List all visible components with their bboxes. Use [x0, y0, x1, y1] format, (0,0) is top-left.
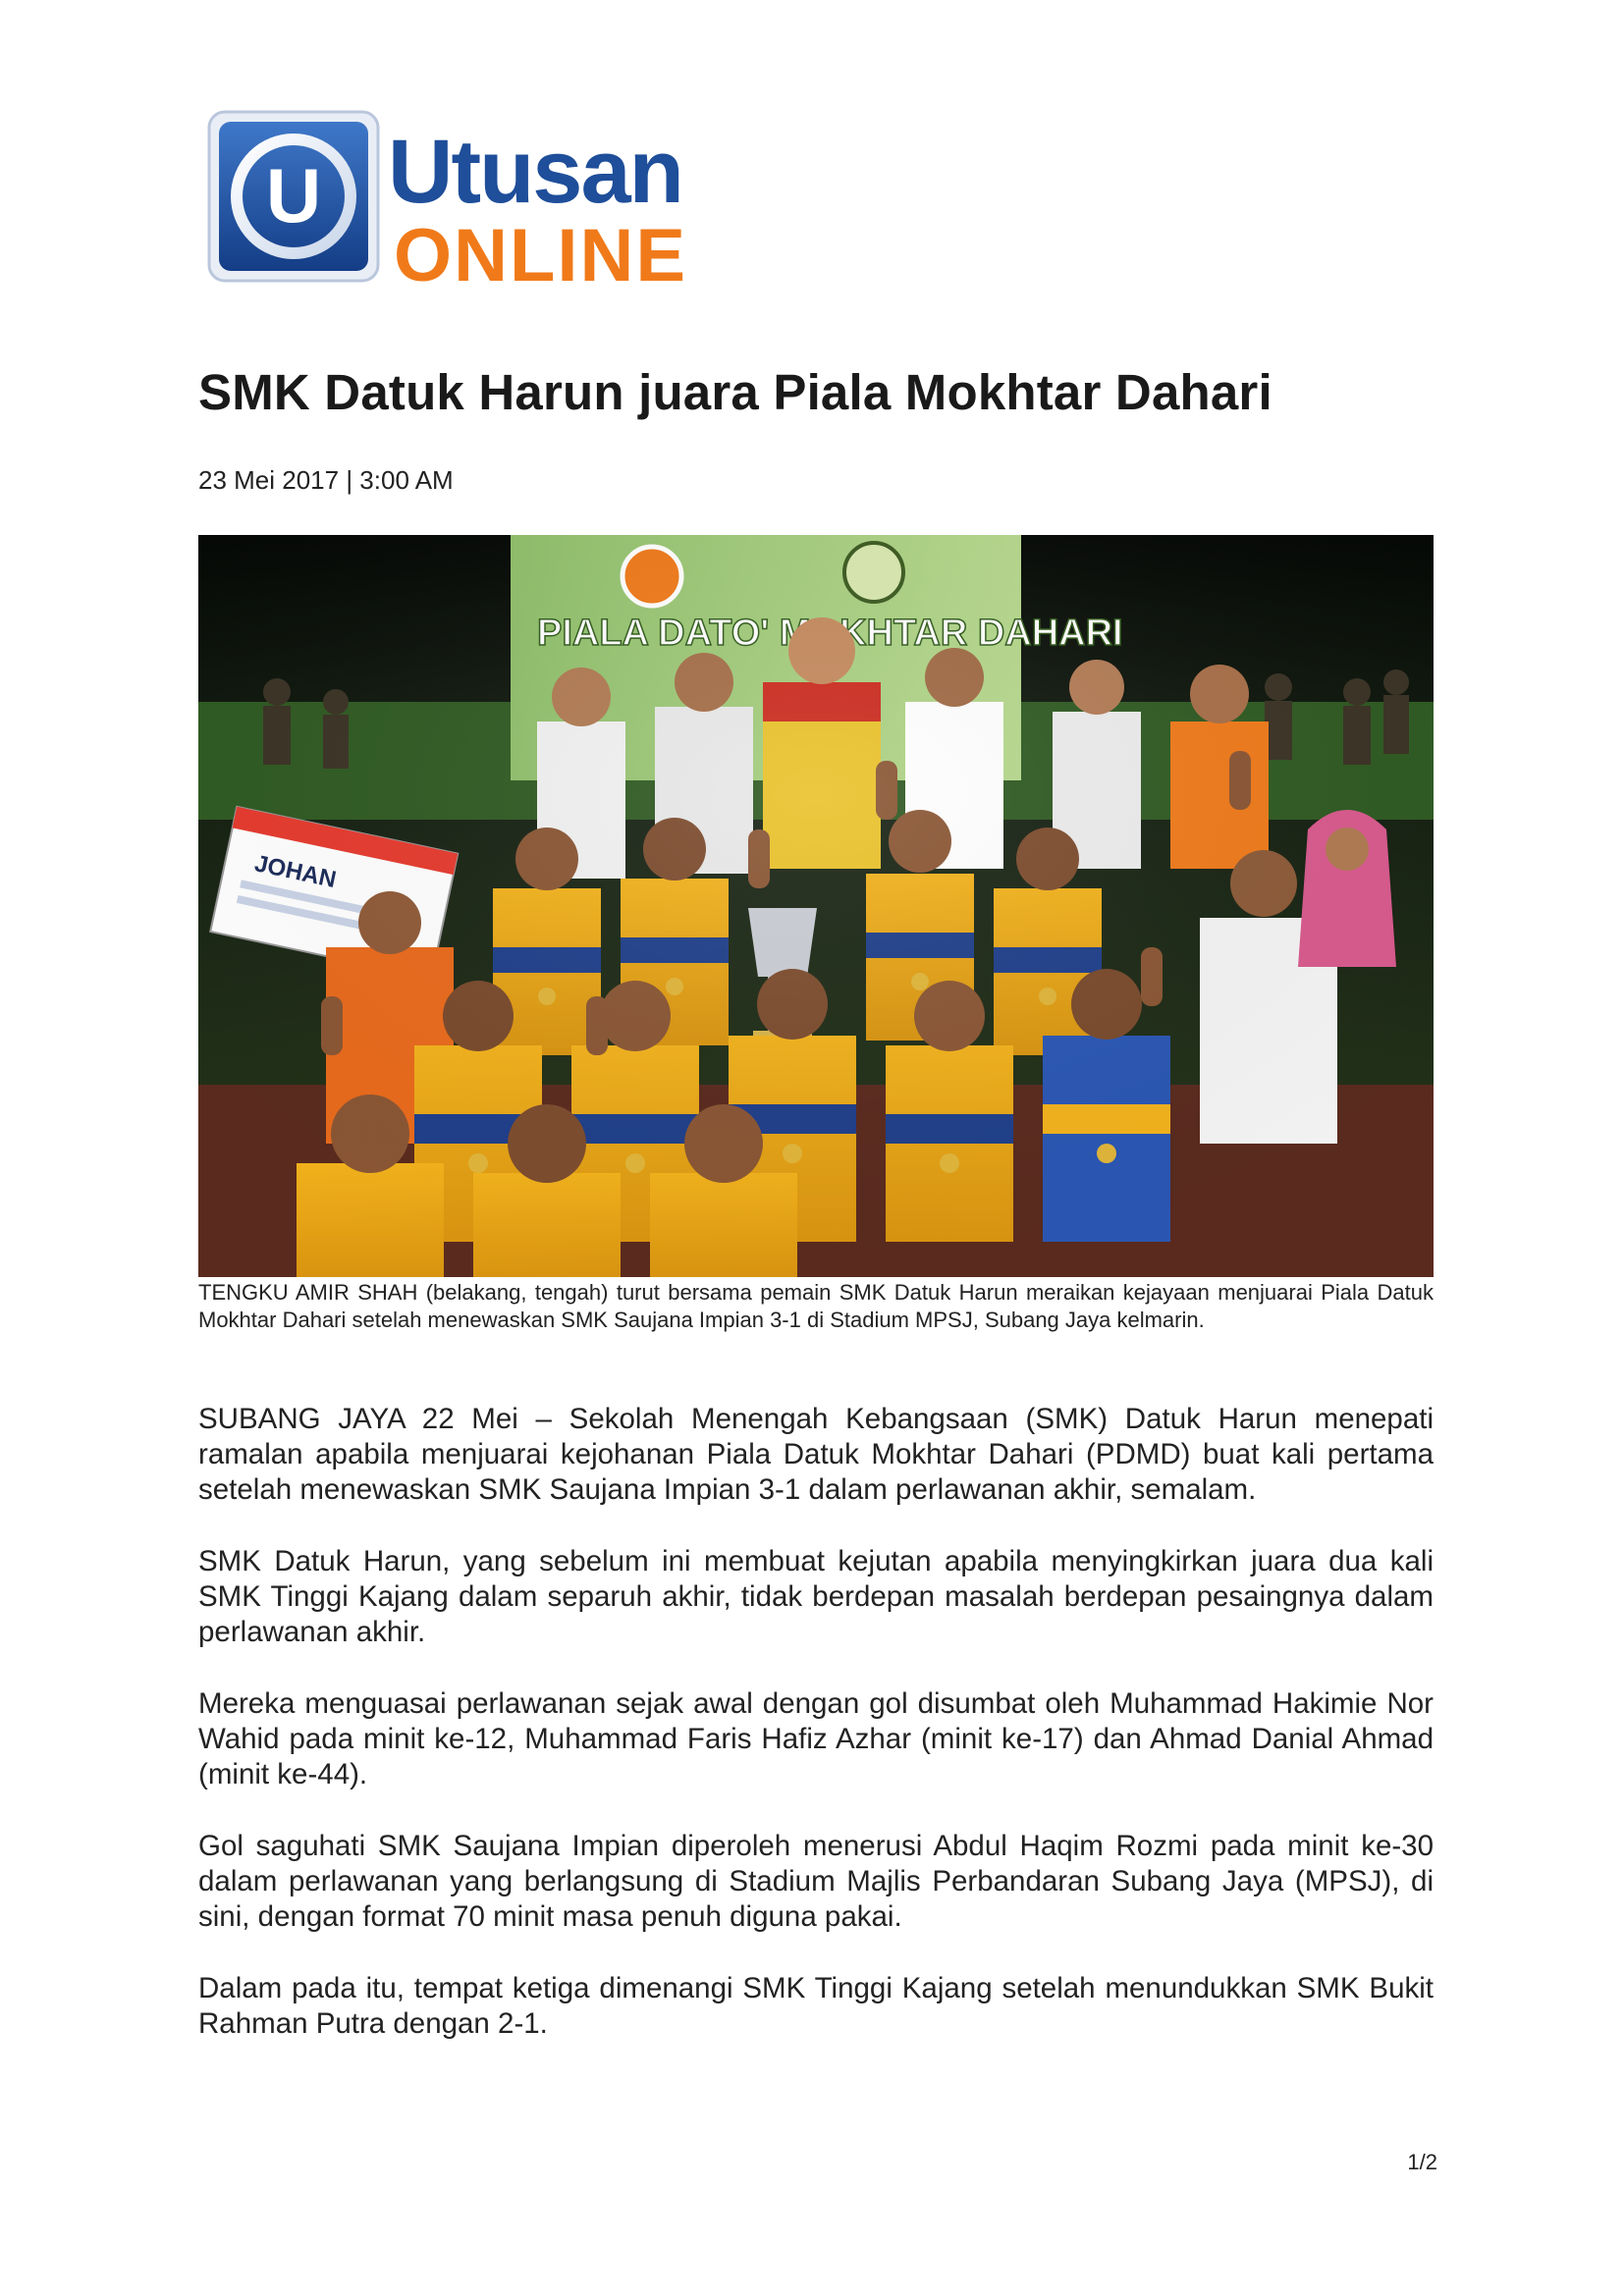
logo-graphic [201, 106, 771, 293]
article-headline: SMK Datuk Harun juara Piala Mokhtar Dahari [198, 364, 1272, 420]
logo-letter: U [265, 152, 322, 239]
utusan-online-logo[interactable] [201, 106, 771, 293]
article-paragraph: Mereka menguasai perlawanan sejak awal dengan gol disumbat oleh Muhammad Hakimie Nor Wahid pada minit ke-12, Muhammad Faris Hafiz Azhar (minit ke-17) dan Ahmad Danial Ahmad (minit ke-44). [198, 1687, 1434, 1790]
article-paragraph: Dalam pada itu, tempat ketiga dimenangi SMK Tinggi Kajang setelah menundukkan SMK Bukit Rahman Putra dengan 2-1. [198, 1972, 1434, 2040]
article-paragraph: SMK Datuk Harun, yang sebelum ini membuat kejutan apabila menyingkirkan juara dua kali SMK Tinggi Kajang dalam separuh akhir, tidak berdepan masalah berdepan pesaingnya dalam perlawanan akhir. [198, 1545, 1434, 1648]
photo-caption: TENGKU AMIR SHAH (belakang, tengah) turut bersama pemain SMK Datuk Harun meraikan kejayaan menjuarai Piala Datuk Mokhtar Dahari setelah menewaskan SMK Saujana Impian 3-1 di Stadium MPSJ, Subang Jaya kelmarin. [198, 1280, 1434, 1332]
logo-word-top: Utusan [388, 122, 682, 222]
article-photo [198, 535, 1434, 1277]
article-paragraph: Gol saguhati SMK Saujana Impian diperoleh menerusi Abdul Haqim Rozmi pada minit ke-30 dalam perlawanan yang berlangsung di Stadium Majlis Perbandaran Subang Jaya (MPSJ), di sini, dengan format 70 minit masa penuh diguna pakai. [198, 1830, 1434, 1933]
page-number: 1/2 [1407, 2150, 1437, 2174]
logo-word-bottom: ONLINE [394, 214, 688, 293]
article-dateline: 23 Mei 2017 | 3:00 AM [198, 465, 454, 495]
article-body [198, 1402, 1434, 2078]
team-celebration-image [198, 535, 1434, 1277]
article-paragraph: SUBANG JAYA 22 Mei – Sekolah Menengah Kebangsaan (SMK) Datuk Harun menepati ramalan apabila menjuarai kejohanan Piala Datuk Mokhtar Dahari (PDMD) buat kali pertama setelah menewaskan SMK Saujana Impian 3-1 dalam perlawanan akhir, semalam. [198, 1403, 1434, 1506]
